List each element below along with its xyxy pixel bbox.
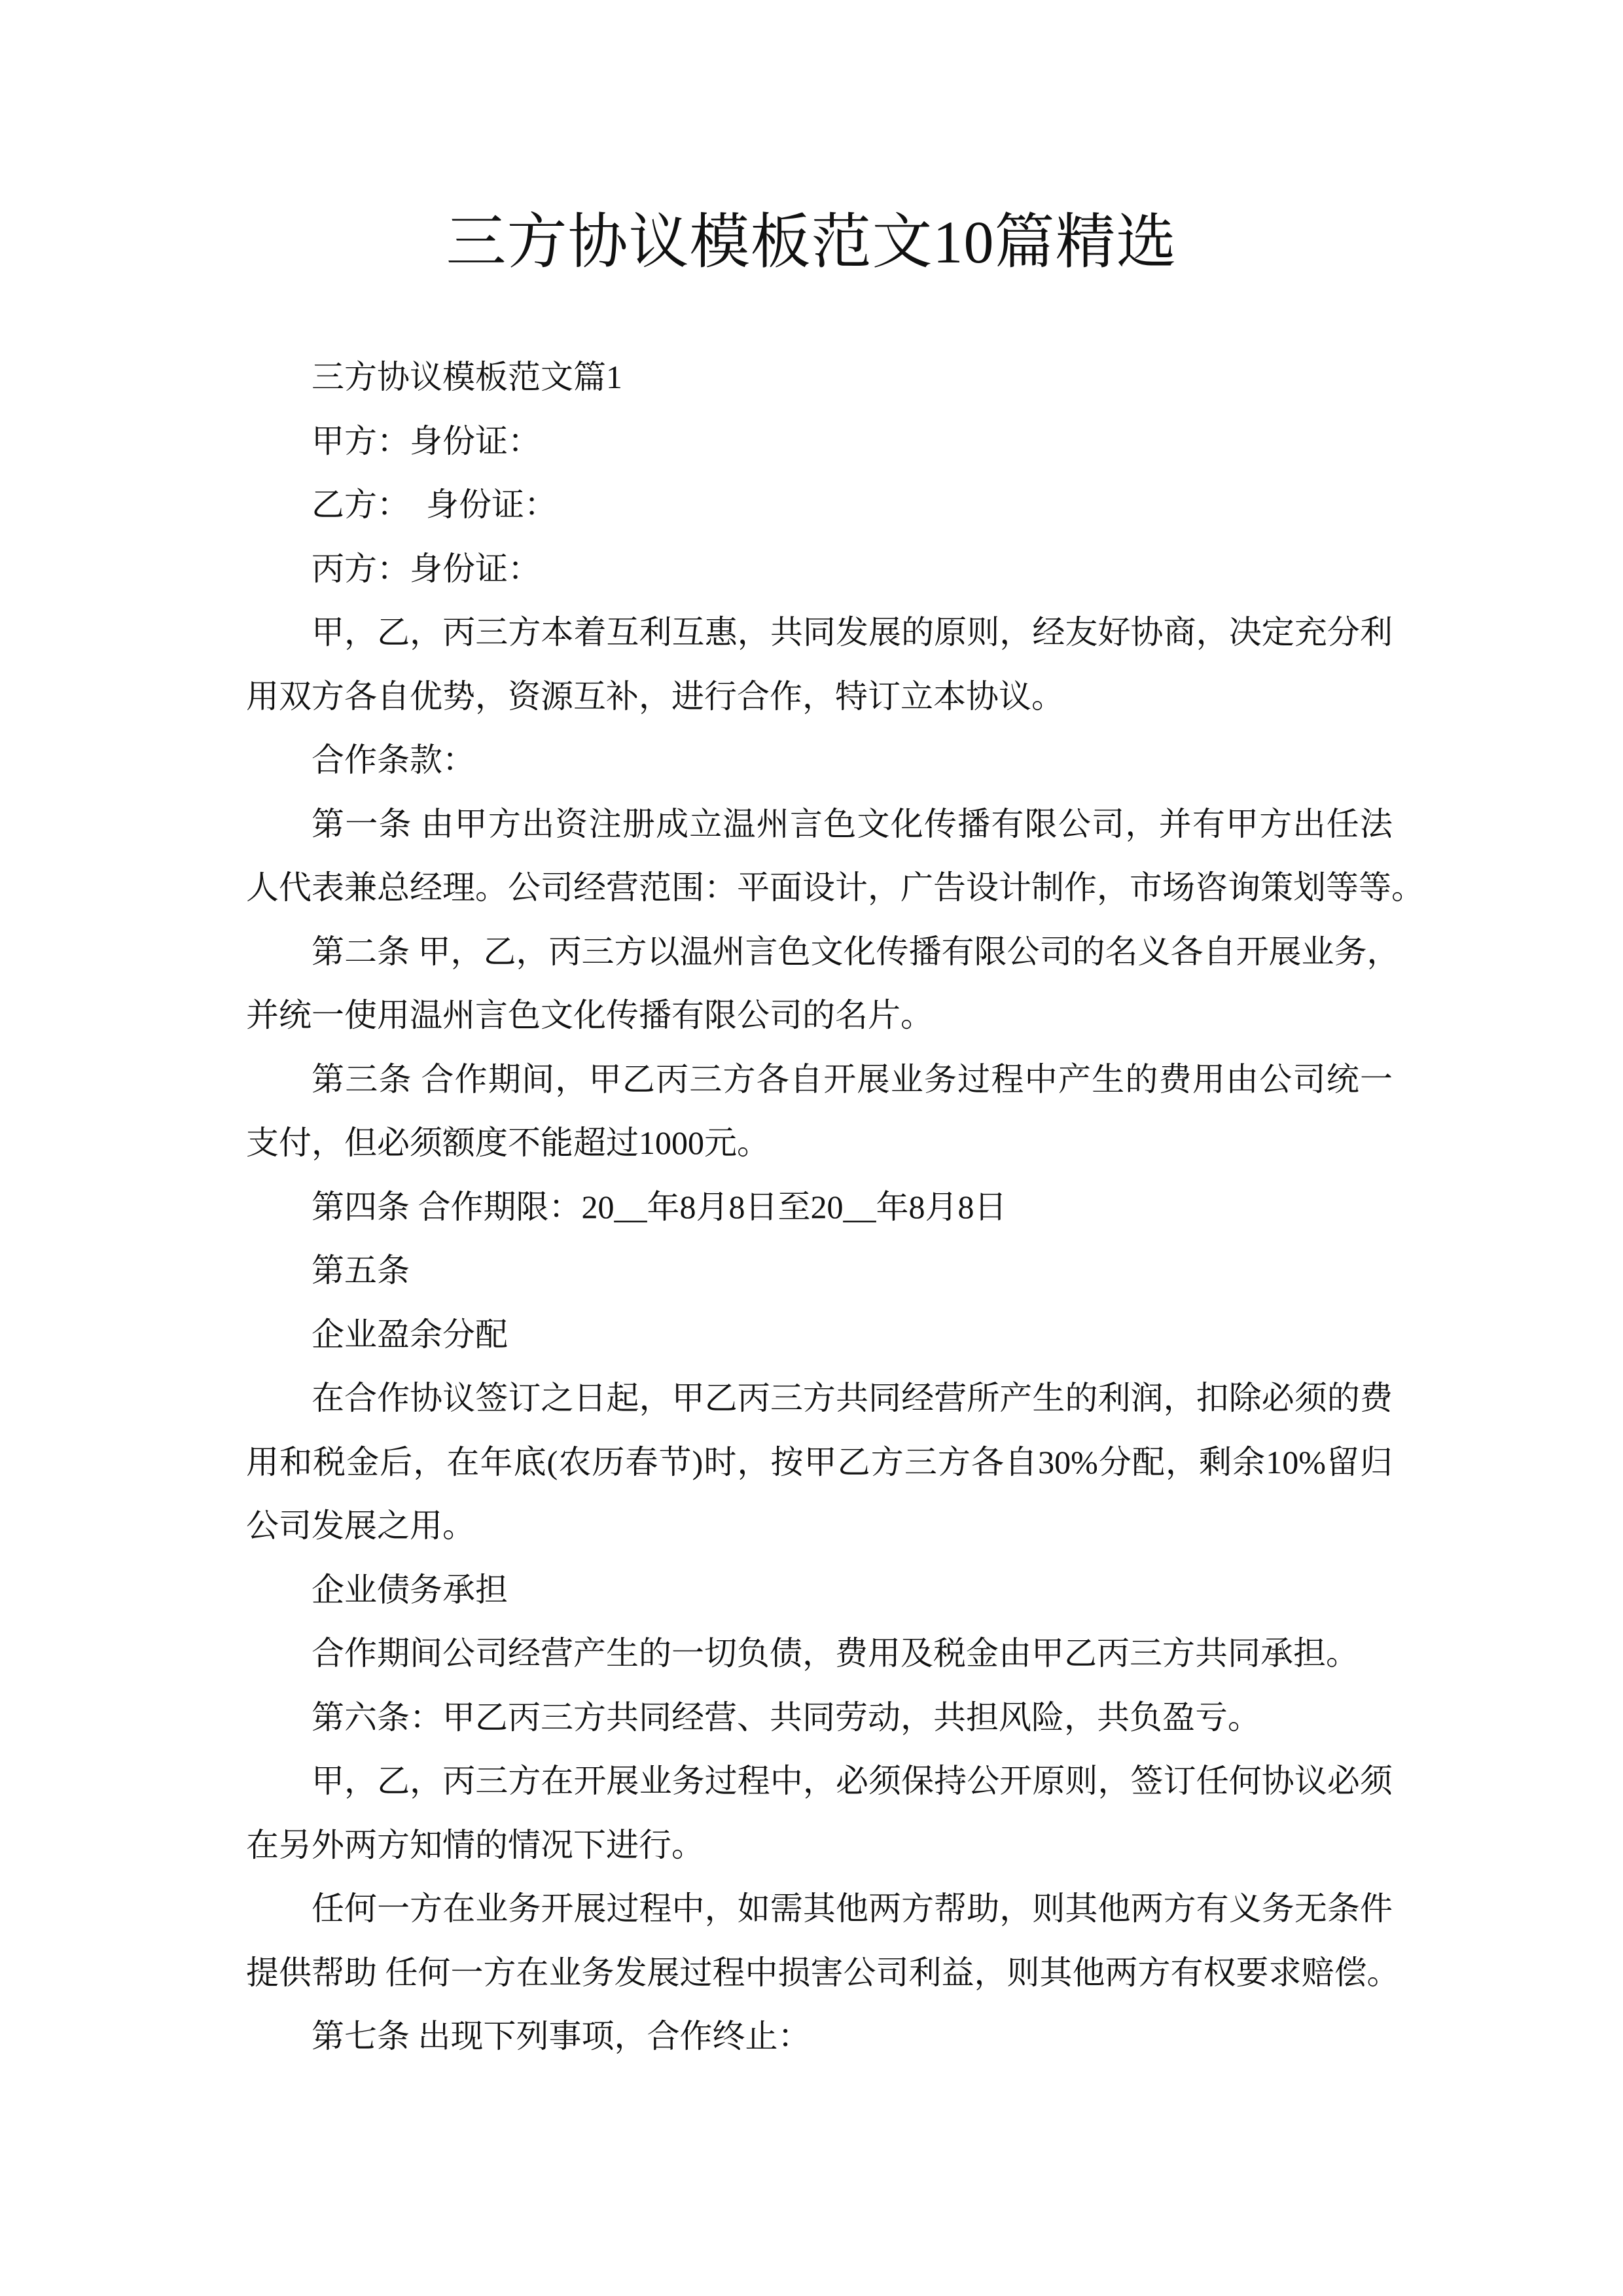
text-line: 第四条 合作期限：20__年8月8日至20__年8月8日 <box>312 1188 1007 1225</box>
text-line: 第三条 合作期间，甲乙丙三方各自开展业务过程中产生的费用由公司统一 <box>312 1060 1393 1098</box>
text-line: 任何一方在业务开展过程中，如需其他两方帮助，则其他两方有义务无条件 <box>312 1890 1393 1927</box>
text-line: 第五条 <box>312 1252 410 1289</box>
text-line: 丙方：身份证： <box>312 550 541 587</box>
text-line: 合作条款： <box>312 742 475 778</box>
text-line: 第七条 出现下列事项，合作终止： <box>312 2018 811 2054</box>
text-line: 在合作协议签订之日起，甲乙丙三方共同经营所产生的利润，扣除必须的费 <box>312 1380 1393 1416</box>
text-line: 三方协议模板范文篇1 <box>312 359 622 395</box>
text-line: 企业盈余分配 <box>312 1316 508 1353</box>
text-line: 第二条 甲，乙，丙三方以温州言色文化传播有限公司的名义各自开展业务， <box>312 933 1400 970</box>
document-title: 三方协议模板范文10篇精选 <box>446 209 1177 276</box>
text-line: 用和税金后，在年底(农历春节)时，按甲乙方三方各自30%分配，剩余10%留归 <box>246 1443 1393 1480</box>
document-body <box>246 346 1424 2069</box>
text-line: 企业债务承担 <box>312 1571 508 1608</box>
text-line: 第六条：甲乙丙三方共同经营、共同劳动，共担风险，共负盈亏。 <box>312 1698 1260 1736</box>
text-line: 提供帮助 任何一方在业务发展过程中损害公司利益，则其他两方有权要求赔偿。 <box>246 1954 1400 1991</box>
text-line: 甲，乙，丙三方本着互利互惠，共同发展的原则，经友好协商，决定充分利 <box>312 614 1393 651</box>
text-line: 在另外两方知情的情况下进行。 <box>246 1826 704 1863</box>
text-line: 乙方： 身份证： <box>312 486 557 523</box>
text-line: 用双方各自优势，资源互补，进行合作，特订立本协议。 <box>246 677 1064 715</box>
text-line: 并统一使用温州言色文化传播有限公司的名片。 <box>246 997 933 1033</box>
text-line: 甲方：身份证： <box>312 422 541 459</box>
text-line: 公司发展之用。 <box>246 1507 475 1544</box>
text-line: 第一条 由甲方出资注册成立温州言色文化传播有限公司，并有甲方出任法 <box>312 805 1393 842</box>
text-line: 甲，乙，丙三方在开展业务过程中，必须保持公开原则，签订任何协议必须 <box>312 1763 1393 1799</box>
text-line: 支付，但必须额度不能超过1000元。 <box>246 1124 770 1161</box>
text-line: 人代表兼总经理。公司经营范围：平面设计，广告设计制作，市场咨询策划等等。 <box>246 869 1424 906</box>
text-line: 合作期间公司经营产生的一切负债，费用及税金由甲乙丙三方共同承担。 <box>312 1635 1359 1672</box>
